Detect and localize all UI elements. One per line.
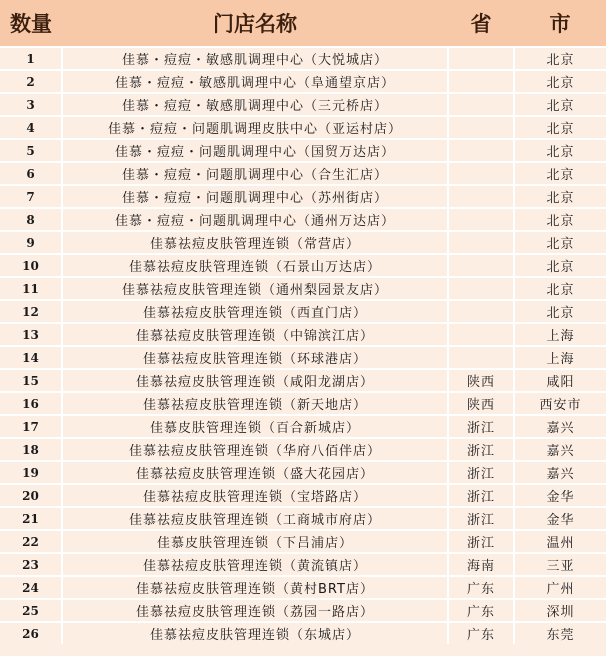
province-cell: 浙江 — [448, 461, 514, 484]
row-number: 6 — [0, 162, 62, 185]
header-count: 数量 — [0, 0, 62, 47]
table-row — [0, 461, 606, 484]
table-row — [0, 415, 606, 438]
table-row — [0, 484, 606, 507]
table-row — [0, 277, 606, 300]
province-cell: 浙江 — [448, 507, 514, 530]
header-store-name: 门店名称 — [62, 0, 448, 47]
table-row — [0, 185, 606, 208]
store-name-cell: 佳慕祛痘皮肤管理连锁（环球港店） — [62, 346, 448, 369]
province-cell — [448, 93, 514, 116]
city-cell: 咸阳 — [514, 369, 606, 392]
row-number: 5 — [0, 139, 62, 162]
table-row — [0, 323, 606, 346]
city-cell: 深圳 — [514, 599, 606, 622]
row-number: 17 — [0, 415, 62, 438]
city-cell: 北京 — [514, 93, 606, 116]
row-number: 1 — [0, 47, 62, 70]
city-cell: 北京 — [514, 70, 606, 93]
table-row — [0, 208, 606, 231]
row-number: 19 — [0, 461, 62, 484]
city-cell: 嘉兴 — [514, 438, 606, 461]
table-row — [0, 576, 606, 599]
city-cell: 北京 — [514, 277, 606, 300]
city-cell: 北京 — [514, 185, 606, 208]
store-name-cell: 佳慕祛痘皮肤管理连锁（常营店） — [62, 231, 448, 254]
province-cell: 广东 — [448, 622, 514, 644]
table-row — [0, 162, 606, 185]
province-cell — [448, 116, 514, 139]
table-row — [0, 139, 606, 162]
city-cell: 嘉兴 — [514, 415, 606, 438]
province-cell — [448, 300, 514, 323]
province-cell — [448, 162, 514, 185]
row-number: 4 — [0, 116, 62, 139]
province-cell — [448, 208, 514, 231]
store-name-cell: 佳慕・痘痘・敏感肌调理中心（三元桥店） — [62, 93, 448, 116]
store-name-cell: 佳慕祛痘皮肤管理连锁（黄村BRT店） — [62, 576, 448, 599]
table-row — [0, 47, 606, 70]
row-number: 14 — [0, 346, 62, 369]
table-row — [0, 300, 606, 323]
store-name-cell: 佳慕皮肤管理连锁（百合新城店） — [62, 415, 448, 438]
province-cell — [448, 185, 514, 208]
table-row — [0, 254, 606, 277]
store-name-cell: 佳慕・痘痘・问题肌调理皮肤中心（亚运村店） — [62, 116, 448, 139]
row-number: 26 — [0, 622, 62, 644]
row-number: 24 — [0, 576, 62, 599]
store-name-cell: 佳慕祛痘皮肤管理连锁（西直门店） — [62, 300, 448, 323]
store-name-cell: 佳慕祛痘皮肤管理连锁（宝塔路店） — [62, 484, 448, 507]
province-cell: 海南 — [448, 553, 514, 576]
city-cell: 三亚 — [514, 553, 606, 576]
store-name-cell: 佳慕祛痘皮肤管理连锁（荔园一路店） — [62, 599, 448, 622]
table-header-row — [0, 0, 606, 47]
row-number: 12 — [0, 300, 62, 323]
table-row — [0, 530, 606, 553]
city-cell: 北京 — [514, 208, 606, 231]
province-cell: 陕西 — [448, 392, 514, 415]
province-cell — [448, 139, 514, 162]
store-name-cell: 佳慕祛痘皮肤管理连锁（石景山万达店） — [62, 254, 448, 277]
city-cell: 西安市 — [514, 392, 606, 415]
city-cell: 北京 — [514, 254, 606, 277]
province-cell: 浙江 — [448, 438, 514, 461]
province-cell: 浙江 — [448, 530, 514, 553]
province-cell: 浙江 — [448, 415, 514, 438]
table-body — [0, 47, 606, 644]
store-name-cell: 佳慕祛痘皮肤管理连锁（盛大花园店） — [62, 461, 448, 484]
row-number: 8 — [0, 208, 62, 231]
city-cell: 北京 — [514, 162, 606, 185]
store-name-cell: 佳慕祛痘皮肤管理连锁（新天地店） — [62, 392, 448, 415]
store-name-cell: 佳慕祛痘皮肤管理连锁（华府八佰伴店） — [62, 438, 448, 461]
header-province: 省 — [448, 0, 514, 47]
row-number: 3 — [0, 93, 62, 116]
table-row — [0, 622, 606, 644]
city-cell: 北京 — [514, 231, 606, 254]
city-cell: 温州 — [514, 530, 606, 553]
store-name-cell: 佳慕祛痘皮肤管理连锁（通州梨园景友店） — [62, 277, 448, 300]
store-name-cell: 佳慕祛痘皮肤管理连锁（东城店） — [62, 622, 448, 644]
row-number: 18 — [0, 438, 62, 461]
city-cell: 北京 — [514, 139, 606, 162]
province-cell — [448, 277, 514, 300]
city-cell: 金华 — [514, 507, 606, 530]
table-row — [0, 599, 606, 622]
city-cell: 上海 — [514, 346, 606, 369]
row-number: 21 — [0, 507, 62, 530]
store-name-cell: 佳慕・痘痘・问题肌调理中心（苏州街店） — [62, 185, 448, 208]
table-row — [0, 116, 606, 139]
city-cell: 上海 — [514, 323, 606, 346]
city-cell: 金华 — [514, 484, 606, 507]
city-cell: 广州 — [514, 576, 606, 599]
province-cell: 广东 — [448, 576, 514, 599]
store-name-cell: 佳慕祛痘皮肤管理连锁（工商城市府店） — [62, 507, 448, 530]
table-row — [0, 392, 606, 415]
table-row — [0, 553, 606, 576]
row-number: 9 — [0, 231, 62, 254]
row-number: 22 — [0, 530, 62, 553]
store-name-cell: 佳慕皮肤管理连锁（下吕浦店） — [62, 530, 448, 553]
row-number: 2 — [0, 70, 62, 93]
store-name-cell: 佳慕・痘痘・敏感肌调理中心（阜通望京店） — [62, 70, 448, 93]
store-name-cell: 佳慕祛痘皮肤管理连锁（中锦滨江店） — [62, 323, 448, 346]
table-row — [0, 231, 606, 254]
table-row — [0, 507, 606, 530]
row-number: 10 — [0, 254, 62, 277]
city-cell: 北京 — [514, 116, 606, 139]
row-number: 13 — [0, 323, 62, 346]
row-number: 25 — [0, 599, 62, 622]
city-cell: 东莞 — [514, 622, 606, 644]
table-row — [0, 93, 606, 116]
province-cell — [448, 323, 514, 346]
store-name-cell: 佳慕・痘痘・问题肌调理中心（通州万达店） — [62, 208, 448, 231]
table-row — [0, 70, 606, 93]
store-name-cell: 佳慕・痘痘・问题肌调理中心（国贸万达店） — [62, 139, 448, 162]
city-cell: 北京 — [514, 300, 606, 323]
table-row — [0, 346, 606, 369]
province-cell — [448, 254, 514, 277]
table-row — [0, 369, 606, 392]
store-name-cell: 佳慕祛痘皮肤管理连锁（黄流镇店） — [62, 553, 448, 576]
province-cell — [448, 231, 514, 254]
province-cell — [448, 47, 514, 70]
store-name-cell: 佳慕・痘痘・敏感肌调理中心（大悦城店） — [62, 47, 448, 70]
province-cell: 广东 — [448, 599, 514, 622]
header-city: 市 — [514, 0, 606, 47]
province-cell — [448, 346, 514, 369]
row-number: 16 — [0, 392, 62, 415]
row-number: 11 — [0, 277, 62, 300]
row-number: 20 — [0, 484, 62, 507]
province-cell — [448, 70, 514, 93]
province-cell: 陕西 — [448, 369, 514, 392]
row-number: 15 — [0, 369, 62, 392]
row-number: 7 — [0, 185, 62, 208]
table-row — [0, 438, 606, 461]
city-cell: 嘉兴 — [514, 461, 606, 484]
row-number: 23 — [0, 553, 62, 576]
store-name-cell: 佳慕・痘痘・问题肌调理中心（合生汇店） — [62, 162, 448, 185]
store-name-cell: 佳慕祛痘皮肤管理连锁（咸阳龙湖店） — [62, 369, 448, 392]
city-cell: 北京 — [514, 47, 606, 70]
province-cell: 浙江 — [448, 484, 514, 507]
